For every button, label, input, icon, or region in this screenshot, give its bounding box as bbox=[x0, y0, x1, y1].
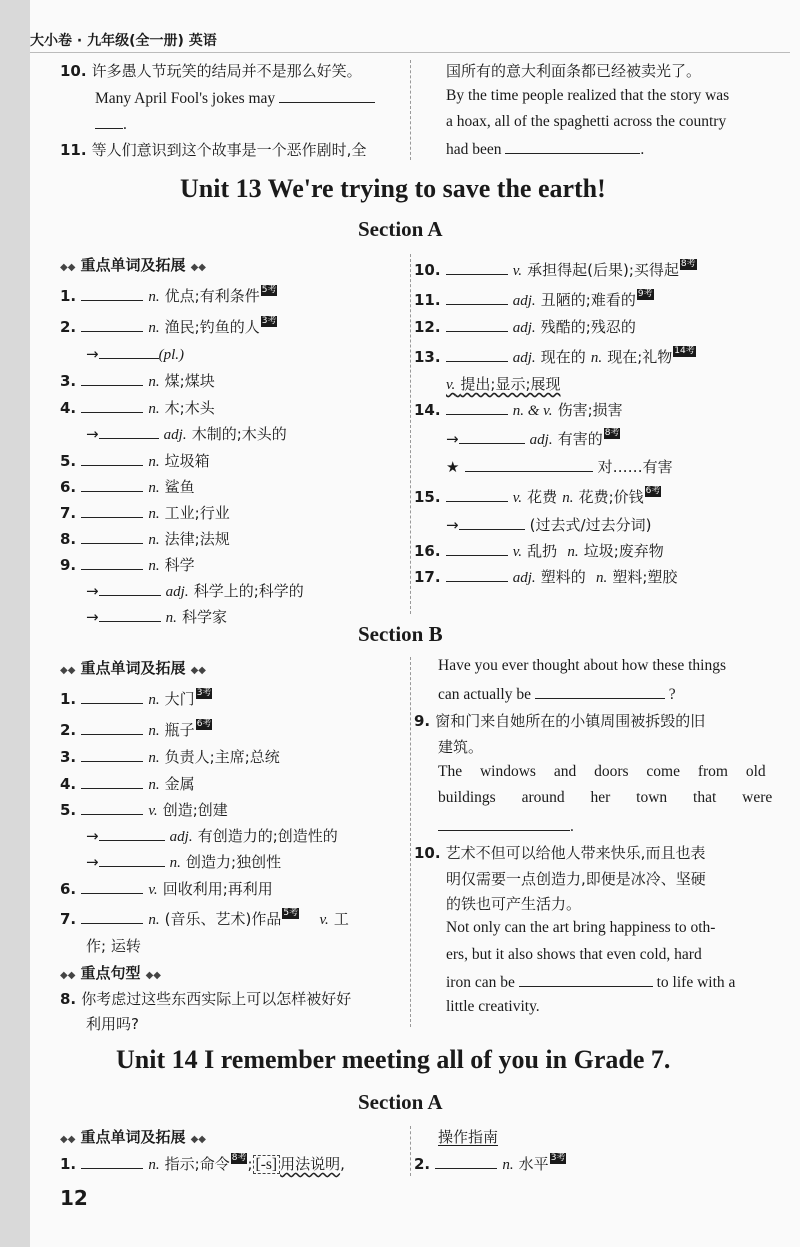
b-item-8-cn-cont: 利用吗? bbox=[86, 1015, 139, 1033]
sentence-heading: ◆◆ 重点句型 ◆◆ bbox=[60, 964, 161, 982]
a-item-4: 4. n. 木;木头 bbox=[60, 399, 215, 417]
unit14-section-a: Section A bbox=[358, 1090, 443, 1114]
a-item-12: 12. adj. 残酷的;残忍的 bbox=[414, 318, 636, 336]
a-item-15: 15. v. 花费 n. 花费;价钱 6考 bbox=[414, 486, 661, 506]
a-item-13: 13. adj. 现在的 n. 现在;礼物 14考 bbox=[414, 346, 695, 366]
header-rule bbox=[30, 52, 790, 53]
a-item-15-sub: → (过去式/过去分词) bbox=[446, 516, 652, 534]
operation-guide: 操作指南 bbox=[438, 1128, 499, 1146]
q10-cn: 10. 许多愚人节玩笑的结局并不是那么好笑。 bbox=[60, 62, 362, 80]
b-item-9-en-3: . bbox=[438, 816, 574, 836]
a-item-10: 10. v. 承担得起(后果);买得起 8考 bbox=[414, 259, 696, 279]
b-item-5-sub2: → n. 创造力;独创性 bbox=[86, 853, 282, 871]
q11-cn-cont: 国所有的意大利面条都已经被卖光了。 bbox=[446, 62, 702, 80]
a-item-6: 6. n. 鲨鱼 bbox=[60, 478, 195, 496]
a-item-14-star: ★ 对……有害 bbox=[446, 458, 673, 476]
a-item-9-sub1: → adj. 科学上的;科学的 bbox=[86, 582, 304, 600]
b-item-10-en-2: ers, but it also shows that even cold, hard bbox=[446, 946, 702, 963]
b-item-2: 2. n. 瓶子 6考 bbox=[60, 719, 212, 739]
b-item-10-en-1: Not only can the art bring happiness to oth- bbox=[446, 919, 716, 936]
column-divider bbox=[410, 254, 411, 614]
b-item-4: 4. n. 金属 bbox=[60, 775, 195, 793]
a-item-17: 17. adj. 塑料的 n. 塑料;塑胶 bbox=[414, 568, 678, 586]
a-item-2: 2. n. 渔民;钓鱼的人 3考 bbox=[60, 316, 277, 336]
b-item-8-cn: 8. 你考虑过这些东西实际上可以怎样被好好 bbox=[60, 990, 352, 1008]
unit13-section-a: Section A bbox=[358, 217, 443, 241]
u14-item-2: 2. n. 水平 3考 bbox=[414, 1153, 566, 1173]
a-item-9: 9. n. 科学 bbox=[60, 556, 195, 574]
b-item-8-en-2: can actually be ? bbox=[438, 686, 676, 703]
b-item-5: 5. v. 创造;创建 bbox=[60, 801, 228, 819]
vocab-heading: ◆◆ 重点单词及拓展 ◆◆ bbox=[60, 256, 206, 274]
b-item-10-cn: 10. 艺术不但可以给他人带来快乐,而且也表 bbox=[414, 844, 706, 862]
u14-item-1: 1. n. 指示;命令 8考; [-s] 用法说明, bbox=[60, 1153, 345, 1173]
b-item-7: 7. n. (音乐、艺术)作品 5考 v. 工 bbox=[60, 908, 349, 928]
column-divider bbox=[410, 60, 411, 160]
b-item-3: 3. n. 负责人;主席;总统 bbox=[60, 748, 280, 766]
b-item-9-cn-cont: 建筑。 bbox=[438, 738, 484, 756]
a-item-7: 7. n. 工业;行业 bbox=[60, 504, 230, 522]
b-item-10-en-3: iron can be to life with a bbox=[446, 974, 736, 991]
a-item-13-sub: v. 提出;显示;展现 bbox=[446, 375, 561, 393]
b-item-9-cn: 9. 窗和门来自她所在的小镇周围被拆毁的旧 bbox=[414, 712, 706, 730]
a-item-3: 3. n. 煤;煤块 bbox=[60, 372, 215, 390]
unit13-title: Unit 13 We're trying to save the earth! bbox=[180, 174, 606, 203]
a-item-14-sub: → adj. 有害的 8考 bbox=[446, 428, 620, 448]
a-item-1: 1. n. 优点;有利条件 5考 bbox=[60, 285, 277, 305]
a-item-4-sub: → adj. 木制的;木头的 bbox=[86, 425, 287, 443]
q11-en-3: had been . bbox=[446, 141, 645, 158]
b-item-1: 1. n. 大门 3考 bbox=[60, 688, 212, 708]
b-item-9-en-2: buildings around her town that were bbox=[438, 789, 773, 806]
q11-cn: 11. 等人们意识到这个故事是一个恶作剧时,全 bbox=[60, 141, 367, 159]
b-item-9-en-1: The windows and doors come from old bbox=[438, 763, 766, 780]
a-item-9-sub2: → n. 科学家 bbox=[86, 608, 228, 626]
unit14-title: Unit 14 I remember meeting all of you in Grade 7. bbox=[116, 1045, 671, 1074]
b-item-7-cont: 作; 运转 bbox=[86, 937, 141, 955]
q11-en-2: a hoax, all of the spaghetti across the country bbox=[446, 113, 727, 130]
a-item-8: 8. n. 法律;法规 bbox=[60, 530, 230, 548]
a-item-2-sub: → (pl.) bbox=[86, 345, 184, 363]
unit13-section-b: Section B bbox=[358, 622, 443, 646]
page-number: 12 bbox=[60, 1186, 88, 1210]
b-item-5-sub1: → adj. 有创造力的;创造性的 bbox=[86, 827, 338, 845]
b-item-8-en-1: Have you ever thought about how these things bbox=[438, 657, 726, 674]
q10-en-end: . bbox=[95, 114, 127, 134]
q11-en-1: By the time people realized that the story was bbox=[446, 87, 730, 104]
a-item-5: 5. n. 垃圾箱 bbox=[60, 452, 210, 470]
b-item-10-cn-3: 的铁也可产生活力。 bbox=[446, 895, 582, 913]
column-divider bbox=[410, 657, 411, 1027]
running-header: 大小卷 · 九年级(全一册) 英语 bbox=[30, 33, 217, 49]
b-item-6: 6. v. 回收利用;再利用 bbox=[60, 880, 273, 898]
vocab-heading-b: ◆◆ 重点单词及拓展 ◆◆ bbox=[60, 659, 206, 677]
b-item-10-cn-2: 明仅需要一点创造力,即便是冰冷、坚硬 bbox=[446, 870, 706, 888]
a-item-11: 11. adj. 丑陋的;难看的 9考 bbox=[414, 289, 653, 309]
a-item-14: 14. n. & v. 伤害;损害 bbox=[414, 401, 623, 419]
a-item-16: 16. v. 乱扔 n. 垃圾;废弃物 bbox=[414, 542, 664, 560]
vocab-heading-u14: ◆◆ 重点单词及拓展 ◆◆ bbox=[60, 1128, 206, 1146]
b-item-10-en-4: little creativity. bbox=[446, 998, 540, 1015]
column-divider bbox=[410, 1126, 411, 1176]
q10-en: Many April Fool's jokes may bbox=[95, 88, 375, 108]
